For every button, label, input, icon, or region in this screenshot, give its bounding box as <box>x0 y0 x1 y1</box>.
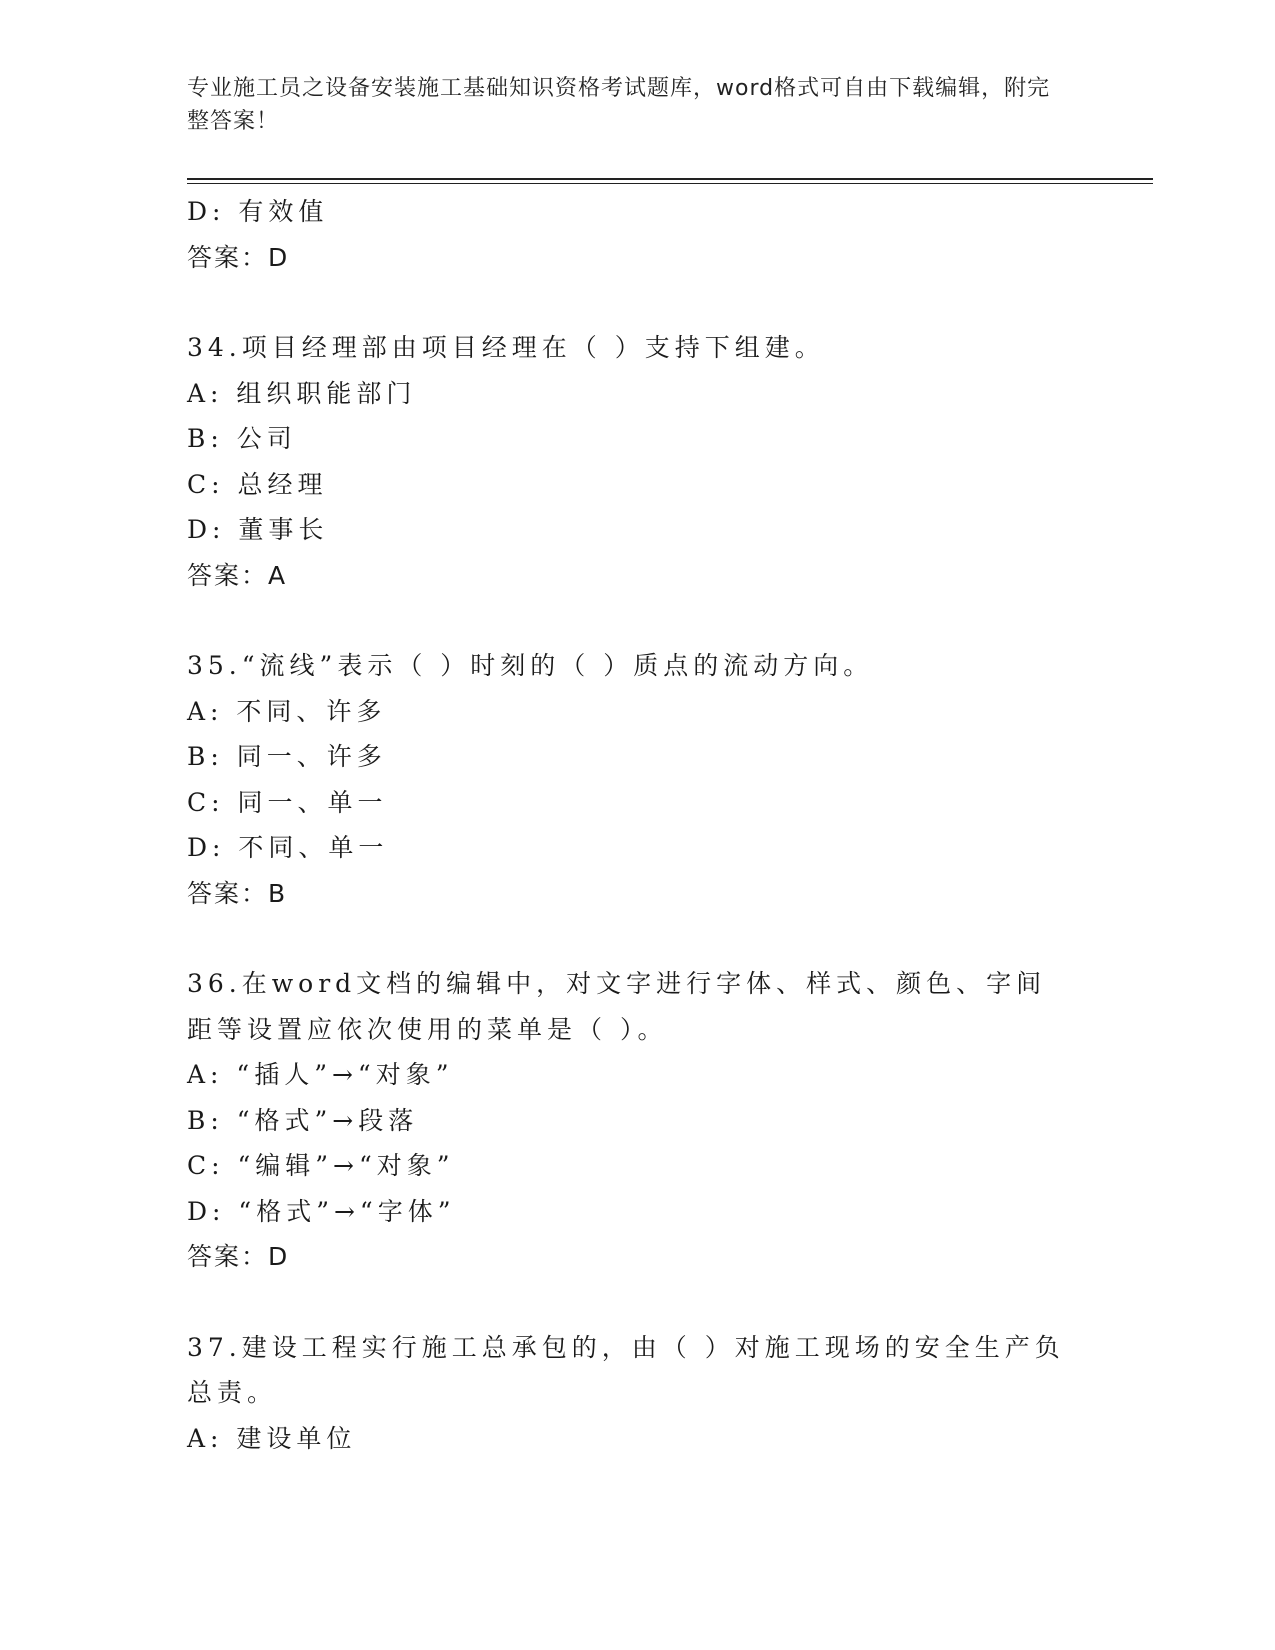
question-34 <box>187 325 1087 598</box>
question-35-option-c: C: 同一、单一 <box>187 787 388 817</box>
continued-answer: 答案：D <box>187 242 290 272</box>
question-36-option-a: A: “插人”→“对象” <box>187 1060 454 1089</box>
question-35-option-a: A: 不同、许多 <box>187 696 387 726</box>
question-37-text: 37.建设工程实行施工总承包的，由（ ）对施工现场的安全生产负总责。 <box>187 1332 1065 1407</box>
header-divider-thin <box>187 183 1153 184</box>
continued-option-d: D: 有效值 <box>187 197 329 226</box>
question-36-text: 36.在word文档的编辑中，对文字进行字体、样式、颜色、字间距等设置应依次使用的菜单是（ ）。 <box>187 969 1047 1044</box>
question-37 <box>187 1325 1087 1462</box>
question-36 <box>187 961 1087 1280</box>
question-35-text: 35.“流线”表示（ ）时刻的（ ）质点的流动方向。 <box>187 651 874 680</box>
spacer <box>187 1280 1087 1325</box>
spacer <box>187 916 1087 961</box>
question-35-answer: 答案：B <box>187 878 288 908</box>
question-36-answer: 答案：D <box>187 1242 290 1271</box>
question-list <box>187 189 1087 1461</box>
question-34-option-b: B: 公司 <box>187 424 297 453</box>
question-35-option-d: D: 不同、单一 <box>187 833 389 862</box>
spacer <box>187 598 1087 643</box>
question-36-option-d: D: “格式”→“字体” <box>187 1196 456 1226</box>
header-divider-thick <box>187 178 1153 180</box>
question-34-option-c: C: 总经理 <box>187 469 328 499</box>
question-34-answer: 答案：A <box>187 560 288 590</box>
question-35 <box>187 643 1087 916</box>
document-header: 专业施工员之设备安装施工基础知识资格考试题库，word格式可自由下载编辑，附完整答案！ <box>187 76 1051 134</box>
question-35-option-b: B: 同一、许多 <box>187 742 387 771</box>
question-34-option-d: D: 董事长 <box>187 515 329 544</box>
question-34-option-a: A: 组织职能部门 <box>187 378 417 408</box>
question-34-text: 34.项目经理部由项目经理在（ ）支持下组建。 <box>187 333 825 362</box>
question-36-option-b: B: “格式”→段落 <box>187 1105 419 1135</box>
spacer <box>187 280 1087 325</box>
question-36-option-c: C: “编辑”→“对象” <box>187 1151 455 1180</box>
question-37-option-a: A: 建设单位 <box>187 1423 357 1453</box>
